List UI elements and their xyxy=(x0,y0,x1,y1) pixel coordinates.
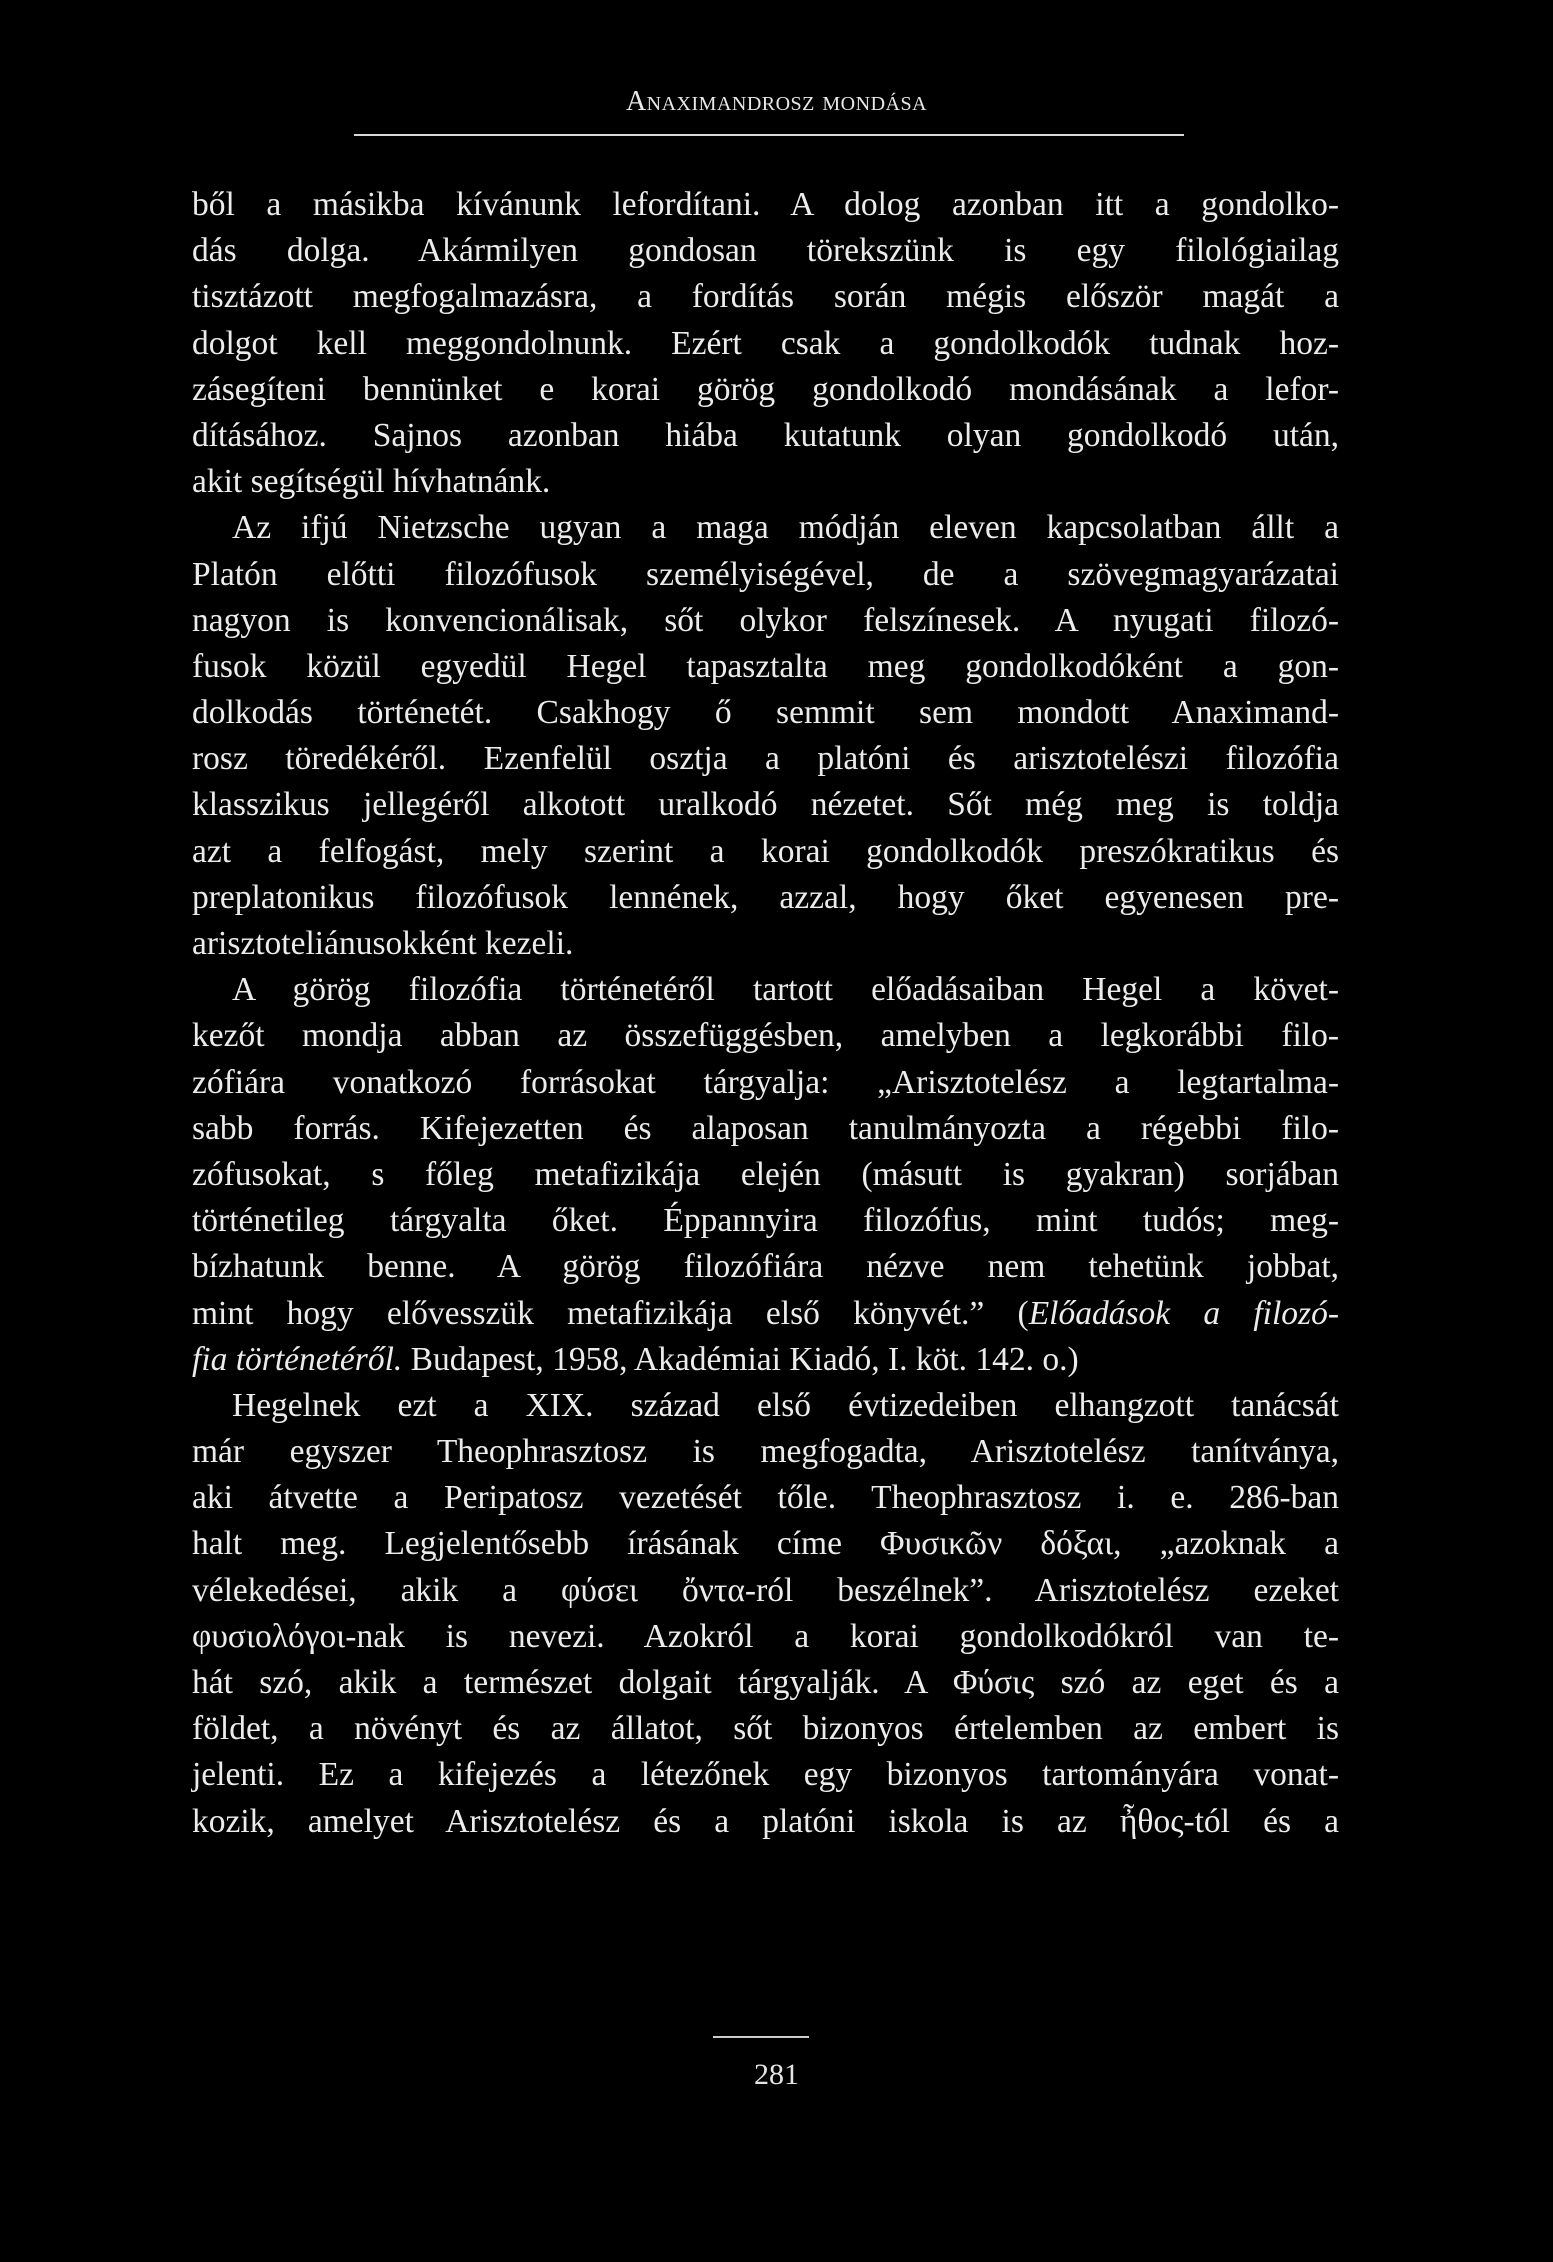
citation-lead-text: mint hogy elővesszük metafizikája első könyvét.” ( xyxy=(192,1294,1029,1332)
body-text xyxy=(192,182,1339,1845)
text-line: akit segítségül hívhatnánk. xyxy=(192,463,551,501)
text-line: bízhatunk benne. A görög filozófiára nézve nem tehetünk jobbat, xyxy=(192,1248,1339,1286)
text-line: dításához. Sajnos azonban hiába kutatunk olyan gondolkodó után, xyxy=(192,416,1339,454)
text-line: fusok közül egyedül Hegel tapasztalta meg gondolkodóként a gon- xyxy=(192,647,1339,685)
text-line: preplatonikus filozófusok lennének, azzal, hogy őket egyenesen pre- xyxy=(192,878,1339,916)
text-line: dás dolga. Akármilyen gondosan törekszünk is egy filológiailag xyxy=(192,232,1339,270)
citation-title-italic: Előadások a filozó- xyxy=(1028,1294,1339,1332)
text-line: dolgot kell meggondolnunk. Ezért csak a gondolkodók tudnak hoz- xyxy=(192,324,1339,362)
text-line: zófiára vonatkozó forrásokat tárgyalja: „Arisztotelész a legtartalma- xyxy=(192,1063,1339,1101)
text-line: klasszikus jellegéről alkotott uralkodó nézetet. Sőt még meg is toldja xyxy=(192,786,1339,824)
text-line: Platón előtti filozófusok személyiségével, de a szövegmagyarázatai xyxy=(192,555,1339,593)
text-line: zásegíteni bennünket e korai görög gondolkodó mondásának a lefor- xyxy=(192,370,1339,408)
text-line: tisztázott megfogalmazásra, a fordítás során mégis először magát a xyxy=(192,278,1339,316)
text-line-with-citation xyxy=(192,1337,1339,1383)
header-rule xyxy=(354,134,1184,136)
text-line: halt meg. Legjelentősebb írásának címe Φυσικῶν δόξαι, „azoknak a xyxy=(192,1525,1339,1563)
text-line: földet, a növényt és az állatot, sőt bizonyos értelemben az embert is xyxy=(192,1710,1339,1748)
text-line: dolkodás történetét. Csakhogy ő semmit sem mondott Anaximand- xyxy=(192,694,1339,732)
text-line: aki átvette a Peripatosz vezetését tőle. Theophrasztosz i. e. 286-ban xyxy=(192,1479,1339,1517)
citation-tail-text: Budapest, 1958, Akadémiai Kiadó, I. köt. 142. o.) xyxy=(402,1340,1079,1378)
page-number: 281 xyxy=(754,2058,799,2091)
text-line: ből a másikba kívánunk lefordítani. A dolog azonban itt a gondolko- xyxy=(192,186,1339,223)
text-line: A görög filozófia történetéről tartott előadásaiban Hegel a követ- xyxy=(232,971,1339,1009)
footer-rule xyxy=(713,2036,809,2038)
text-line: már egyszer Theophrasztosz is megfogadta, Arisztotelész tanítványa, xyxy=(192,1433,1339,1471)
text-line: jelenti. Ez a kifejezés a létezőnek egy bizonyos tartományára vonat- xyxy=(192,1756,1339,1794)
text-line: kozik, amelyet Arisztotelész és a platóni iskola is az ἦθος-tól és a xyxy=(192,1802,1339,1840)
text-line: kezőt mondja abban az összefüggésben, amelyben a legkorábbi filo- xyxy=(192,1017,1339,1055)
text-line: Az ifjú Nietzsche ugyan a maga módján eleven kapcsolatban állt a xyxy=(232,509,1339,547)
text-line: vélekedései, akik a φύσει ὄντα-ról beszélnek”. Arisztotelész ezeket xyxy=(192,1571,1339,1609)
text-line: Hegelnek ezt a XIX. század első évtizedeiben elhangzott tanácsát xyxy=(232,1386,1339,1424)
text-line: zófusokat, s főleg metafizikája elején (másutt is gyakran) sorjában xyxy=(192,1155,1339,1193)
text-line-with-citation xyxy=(192,1291,1339,1337)
text-line: sabb forrás. Kifejezetten és alaposan tanulmányozta a régebbi filo- xyxy=(192,1109,1339,1147)
text-line: φυσιολόγοι-nak is nevezi. Azokról a korai gondolkodókról van te- xyxy=(192,1617,1339,1655)
text-line: hát szó, akik a természet dolgait tárgyalják. A Φύσις szó az eget és a xyxy=(192,1664,1339,1701)
text-line: nagyon is konvencionálisak, sőt olykor felszínesek. A nyugati filozó- xyxy=(192,601,1339,639)
text-line: rosz töredékéről. Ezenfelül osztja a platóni és arisztotelészi filozófia xyxy=(192,740,1339,778)
citation-title-italic: fia történetéről. xyxy=(192,1340,403,1378)
text-line: arisztoteliánusokként kezeli. xyxy=(192,925,574,962)
text-line: történetileg tárgyalta őket. Éppannyira filozófus, mint tudós; meg- xyxy=(192,1202,1339,1240)
text-line: azt a felfogást, mely szerint a korai gondolkodók preszókratikus és xyxy=(192,832,1339,870)
running-head: Anaximandrosz mondása xyxy=(625,86,928,117)
